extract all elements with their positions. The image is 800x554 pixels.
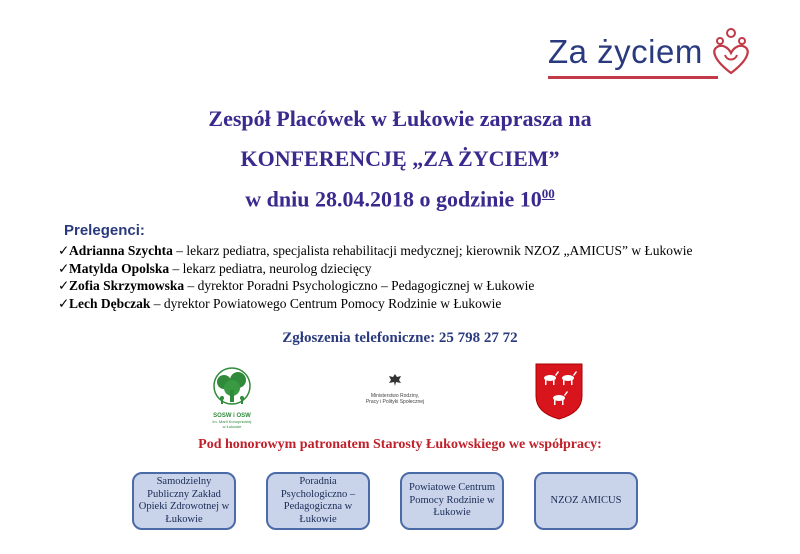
- speakers-list: [58, 242, 692, 312]
- speaker-name: Lech Dębczak: [69, 295, 151, 311]
- sosw-patron: im. Marii Konopnickiej: [212, 419, 252, 424]
- headline-line-1: Zespół Placówek w Łukowie zaprasza na: [208, 106, 592, 131]
- headline-line-2: KONFERENCJĘ „ZA ŻYCIEM”: [240, 146, 560, 171]
- ministry-name-2: Pracy i Polityki Społecznej: [365, 399, 425, 405]
- checkmark-icon: ✓: [58, 260, 70, 276]
- speaker-role: – dyrektor Powiatowego Centrum Pomocy Rodzinie w Łukowie: [150, 295, 502, 311]
- polish-eagle-icon: [387, 372, 403, 388]
- tree-icon: [200, 366, 264, 408]
- speaker-name: Adrianna Szychta: [69, 243, 173, 258]
- speakers-title: Prelegenci:: [64, 222, 145, 239]
- partner-box-spzoz: Samodzielny Publiczny Zakład Opieki Zdrowotnej w Łukowie: [132, 472, 236, 530]
- logo-text: Za życiem: [548, 33, 703, 70]
- speaker-role: – dyrektor Poradni Psychologiczno – Pedagogicznej w Łukowie: [184, 278, 535, 293]
- speaker-name: Matylda Opolska: [69, 260, 170, 276]
- speaker-role: – lekarz pediatra, neurolog dziecięcy: [169, 260, 372, 276]
- speaker-name: Zofia Skrzymowska: [69, 278, 185, 293]
- patronage-text: Pod honorowym patronatem Starosty Łukowskiego we współpracy:: [198, 437, 602, 452]
- sosw-name: SOSW i OSW: [213, 413, 251, 419]
- ministry-logo: [360, 372, 430, 416]
- logo-underline: [548, 76, 718, 79]
- speaker-item: [58, 277, 692, 295]
- contact-phone: Zgłoszenia telefoniczne: 25 798 27 72: [282, 330, 518, 346]
- partner-box-pcpr: Powiatowe Centrum Pomocy Rodzinie w Łukowie: [400, 472, 504, 530]
- za-zyciem-logo: [548, 22, 778, 82]
- partner-box-amicus: NZOZ AMICUS: [534, 472, 638, 530]
- checkmark-icon: ✓: [58, 295, 70, 311]
- speaker-role: – lekarz pediatra, specjalista rehabilitacji medycznej; kierownik NZOZ „AMICUS” w Łukowie: [172, 243, 693, 258]
- speaker-item: [58, 242, 692, 260]
- sosw-logo: [200, 366, 264, 428]
- event-time-minutes: 00: [541, 186, 555, 201]
- heart-family-icon: [709, 27, 753, 77]
- speaker-item: [58, 295, 692, 313]
- checkmark-icon: ✓: [58, 243, 70, 258]
- lukow-coat-of-arms: [534, 362, 584, 425]
- event-date: w dniu 28.04.2018 o godzinie 10: [245, 186, 542, 212]
- partner-box-poradnia: Poradnia Psychologiczno – Pedagogiczna w Łukowie: [266, 472, 370, 530]
- sosw-town: w Łukowie: [222, 424, 242, 429]
- headline-line-3: [0, 186, 800, 212]
- checkmark-icon: ✓: [58, 278, 70, 293]
- speaker-item: [58, 260, 692, 278]
- coat-of-arms-icon: [534, 362, 584, 420]
- ministry-name-1: Ministerstwo Rodziny,: [370, 393, 420, 399]
